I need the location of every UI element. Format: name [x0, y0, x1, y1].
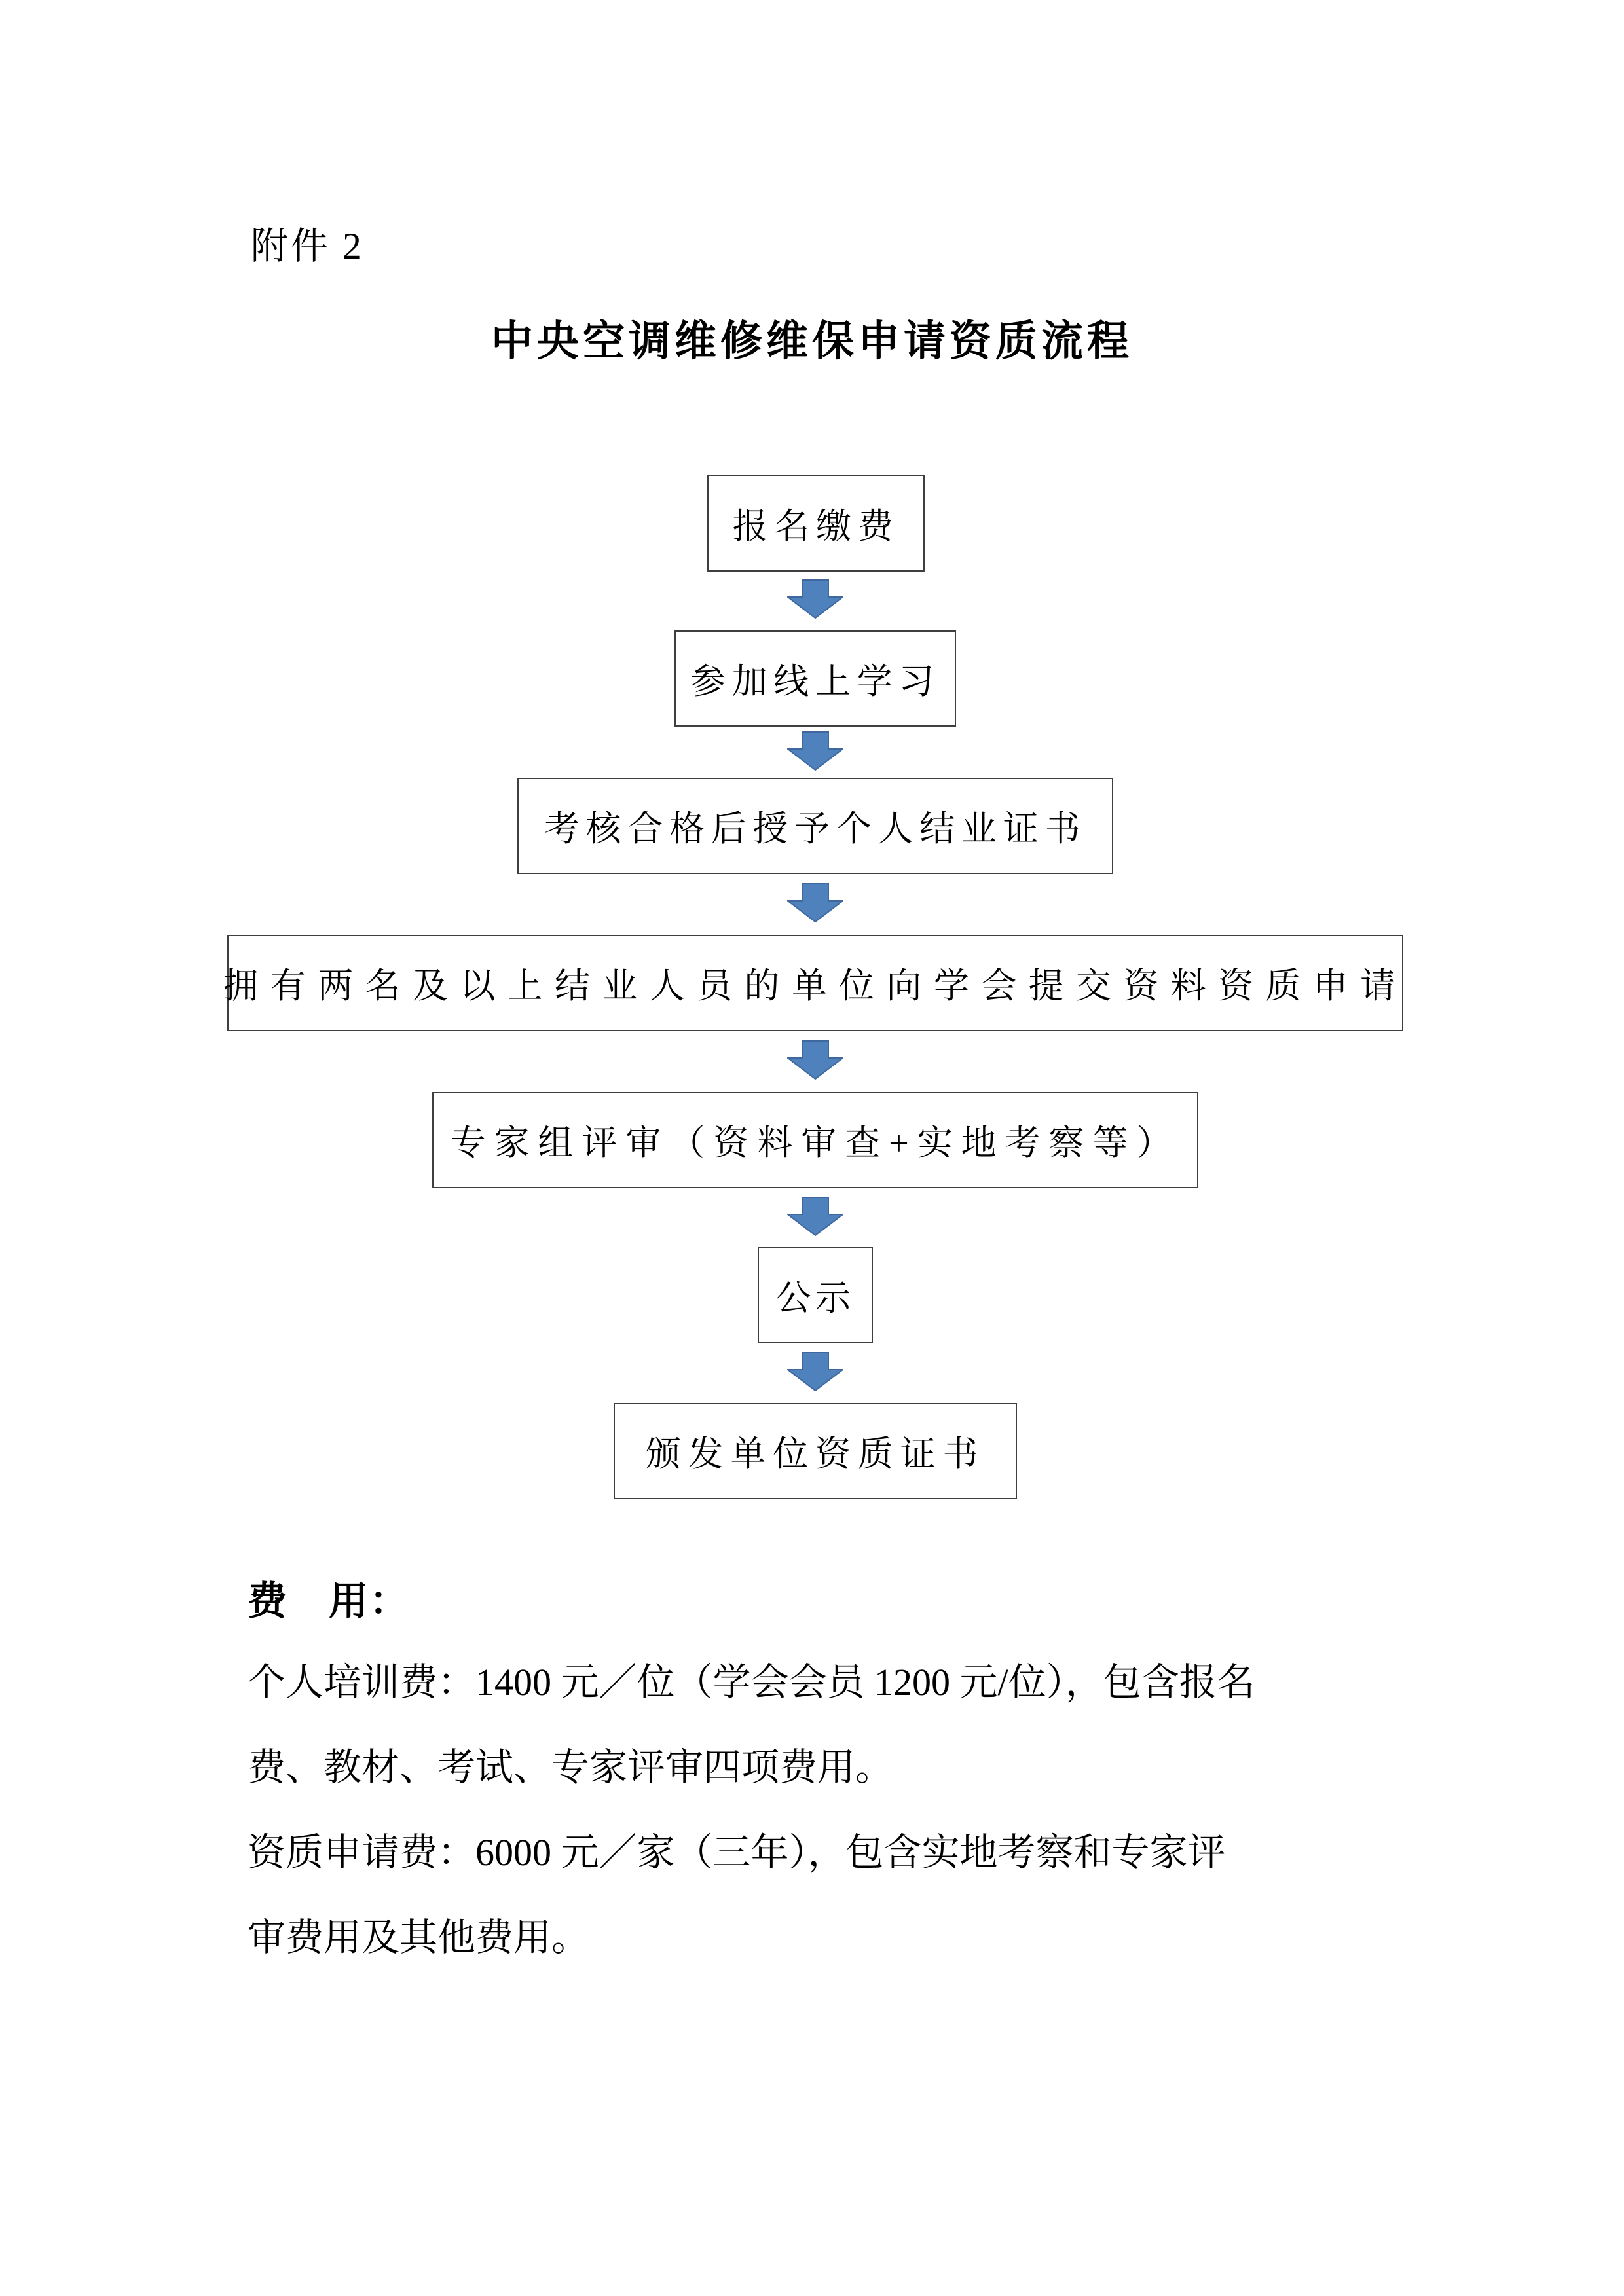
fees-text	[248, 1640, 1426, 1980]
down-arrow-icon	[787, 1040, 843, 1080]
page-title: 中央空调维修维保申请资质流程	[491, 318, 1133, 365]
flow-step-box-7: 颁发单位资质证书	[614, 1403, 1017, 1499]
flow-step-box-3: 考核合格后授予个人结业证书	[517, 778, 1113, 874]
down-arrow-icon	[787, 1197, 843, 1236]
down-arrow-icon	[787, 883, 843, 922]
down-arrow-icon	[787, 1352, 843, 1391]
flow-step-box-1: 报名缴费	[707, 475, 925, 572]
flow-step-box-5: 专家组评审（资料审查+实地考察等）	[432, 1092, 1198, 1188]
fee-text-line-4: 审费用及其他费用。	[248, 1916, 590, 1959]
flow-step-box-4: 拥有两名及以上结业人员的单位向学会提交资料资质申请	[227, 935, 1403, 1031]
fee-text-line-2: 费、教材、考试、专家评审四项费用。	[248, 1746, 894, 1789]
flow-step-box-2: 参加线上学习	[674, 630, 956, 727]
fee-text-line-3: 资质申请费：6000 元／家（三年），包含实地考察和专家评	[248, 1831, 1226, 1874]
attachment-label: 附件 2	[251, 226, 364, 267]
down-arrow-icon	[787, 579, 843, 619]
down-arrow-icon	[787, 731, 843, 771]
flow-step-box-6: 公示	[758, 1247, 873, 1343]
fees-heading: 费 用：	[248, 1580, 410, 1623]
fee-text-line-1: 个人培训费：1400 元／位（学会会员 1200 元/位），包含报名	[248, 1661, 1255, 1704]
